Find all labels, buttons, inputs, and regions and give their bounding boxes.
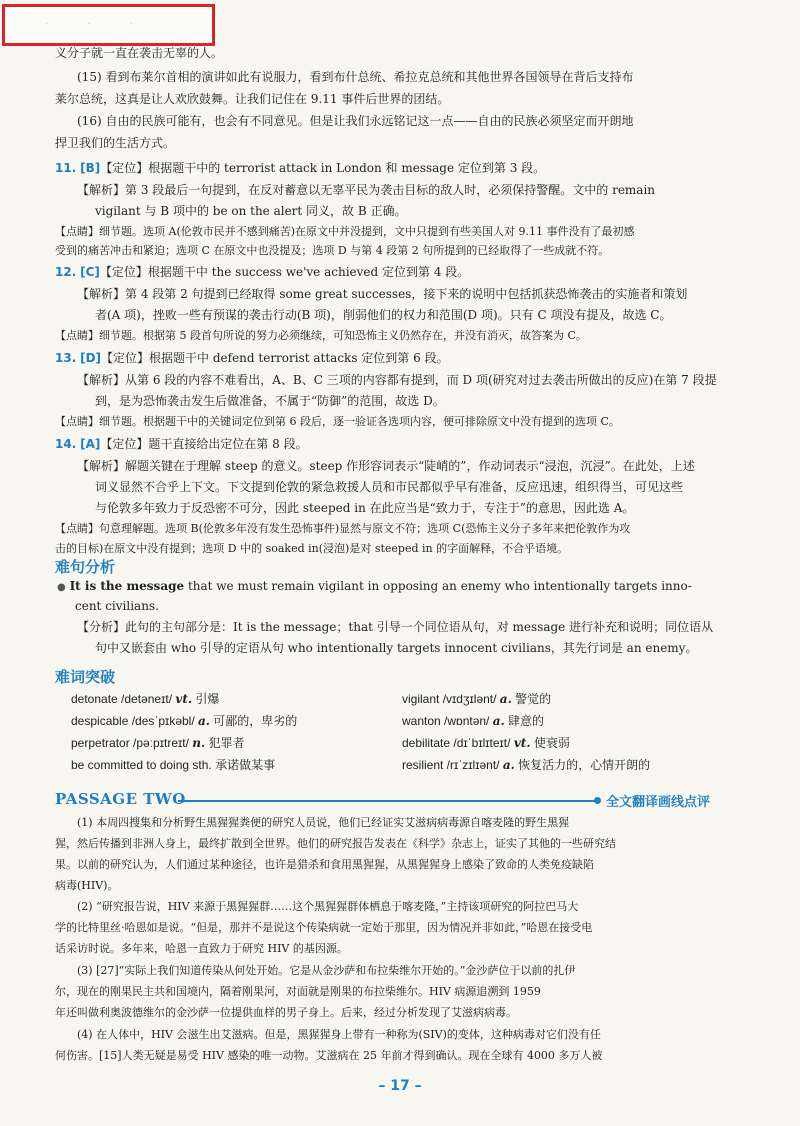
passage-line-1: (1) 本周四搜集和分析野生黑猩猩粪便的研究人员说，他们已经证实艾滋病病毒源自喀麦隆的野生黑猩 [77, 816, 570, 829]
vocab-right-column [402, 688, 650, 776]
top-line-5: 捍卫我们的生活方式。 [55, 136, 176, 150]
difficult-sentence-heading: 难句分析 [55, 558, 116, 576]
vocab-item: resilient /rɪˈzɪlɪənt/ a. 恢复活力的，心情开朗的 [402, 758, 651, 772]
question-11-analysis-1: 【解析】第 3 段最后一句提到，在反对蓄意以无辜平民为袭击目标的敌人时，必须保持警醒。文中的 remain [77, 183, 656, 197]
top-line-2: (15) 看到布莱尔首相的演讲如此有说服力，看到布什总统、希拉克总统和其他世界各国领导在背后支持布 [77, 70, 634, 84]
question-11-tip-1: 【点睛】细节题。选项 A(伦敦市民并不感到痛苦)在原文中并没提到，文中只提到有些美国人对 9.11 事件没有了最初感 [55, 225, 635, 238]
passage-line-8: (3) [27]“实际上我们知道传染从何处开始。它是从金沙萨和布拉柴维尔开始的。”金沙萨位于以前的扎伊 [77, 964, 576, 977]
question-14-locate: 14. [A]【定位】题干直接给出定位在第 8 段。 [55, 437, 308, 451]
passage-line-5: (2) “研究报告说，HIV 来源于黑猩猩群……这个黑猩猩群体栖息于喀麦隆，”主持该项研究的阿拉巴马大 [77, 900, 579, 913]
vocab-item: wanton /wɒntən/ a. 肆意的 [402, 714, 545, 728]
question-12-tip: 【点睛】细节题。根据第 5 段首句所说的努力必须继续，可知恐怖主义仍然存在，并没有消灭，故答案为 C。 [55, 329, 587, 342]
passage-line-4: 病毒(HIV)。 [55, 879, 119, 892]
question-12-analysis-2: 者(A 项)，挫败一些有预谋的袭击行动(B 项)，削弱他们的权力和范围(D 项)。只有 C 项没有提及，故选 C。 [95, 308, 672, 322]
question-11-locate: 11. [B]【定位】根据题干中的 terrorist attack in London 和 message 定位到第 3 段。 [55, 161, 546, 175]
passage-line-3: 果。以前的研究认为，人们通过某种途径，也许是猎杀和食用黑猩猩，从黑猩猩身上感染了致命的人类免疫缺陷 [55, 858, 594, 871]
page-number: – 17 – [378, 1078, 422, 1094]
divider-dot-icon [594, 797, 601, 804]
difficult-sentence-analysis-1: 【分析】此句的主句部分是：It is the message；that 引导一个同位语从句，对 message 进行补充和说明；同位语从 [77, 620, 714, 634]
vocab-item: detonate /detəneɪt/ vt. 引爆 [71, 692, 220, 706]
passage-two-subtitle: 全文翻译画线点评 [606, 795, 711, 810]
top-line-1: 义分子就一直在袭击无辜的人。 [55, 46, 224, 60]
question-14-tip-1: 【点睛】句意理解题。选项 B(伦敦多年没有发生恐怖事件)显然与原文不符；选项 C(恐怖主义分子多年来把伦敦作为攻 [55, 522, 631, 535]
bullet-icon: ● [57, 582, 66, 593]
passage-line-10: 年还叫做利奥波德维尔的金沙萨一位提供血样的男子身上。后来，经过分析发现了艾滋病病毒。 [55, 1006, 517, 1019]
question-11-analysis-2: vigilant 与 B 项中的 be on the alert 同义，故 B 正确。 [95, 204, 407, 218]
difficult-sentence-line-2: cent civilians. [75, 599, 159, 613]
top-line-4: (16) 自由的民族可能有，也会有不同意见。但是让我们永远铭记这一点——自由的民族必须坚定而开朗地 [77, 114, 634, 128]
question-11-tip-2: 受到的痛苦冲击和紧迫；选项 C 在原文中也没提及；选项 D 与第 4 段第 2 句所提到的已经取得了一些成就不符。 [55, 244, 610, 257]
question-14-analysis-3: 与伦敦多年致力于反恐密不可分，因此 steeped in 在此应当是“致力于，专注于”的意思，因此选 A。 [95, 501, 635, 515]
passage-line-6: 学的比特里丝·哈恩如是说。“但是，那并不是说这个传染病就一定始于那里，因为情况并非如此，”哈恩在接受电 [55, 921, 593, 934]
vocab-left-column [71, 688, 297, 776]
vocab-item: despicable /desˈpɪkəbl/ a. 可鄙的，卑劣的 [71, 714, 298, 728]
passage-two-title: PASSAGE TWO [55, 790, 186, 808]
question-14-tip-2: 击的目标)在原文中没有提到；选项 D 中的 soaked in(浸泡)是对 steeped in 的字面解释，不合乎语境。 [55, 542, 569, 555]
passage-line-7: 话采访时说。多年来，哈恩一直致力于研究 HIV 的基因源。 [55, 942, 348, 955]
question-13-tip: 【点睛】细节题。根据题干中的关键词定位到第 6 段后，逐一验证各选项内容，便可排除原文中没有提到的选项 C。 [55, 415, 620, 428]
redacted-header-box: · · · [2, 4, 215, 46]
vocab-item: be committed to doing sth. 承诺做某事 [71, 758, 276, 772]
question-14-analysis-2: 词义显然不合乎上下文。下文提到伦敦的紧急救援人员和市民都似乎早有准备，反应迅速，组织得当，可见这些 [95, 480, 684, 494]
question-12-locate: 12. [C]【定位】根据题干中 the success we've achieved 定位到第 4 段。 [55, 265, 470, 279]
difficult-sentence-analysis-2: 句中又嵌套由 who 引导的定语从句 who intentionally targets innocent civilians，其先行词是 an enemy。 [95, 641, 698, 655]
vocab-item: perpetrator /pəːpɪtreɪt/ n. 犯罪者 [71, 736, 245, 750]
vocab-item: vigilant /vɪdʒɪlənt/ a. 警觉的 [402, 692, 552, 706]
passage-line-2: 猩，然后传播到非洲人身上，最终扩散到全世界。他们的研究报告发表在《科学》杂志上，证实了其他的一些研究结 [55, 837, 616, 850]
passage-line-12: 何伤害。[15]人类无疑是易受 HIV 感染的唯一动物。艾滋病在 25 年前才得到确认。现在全球有 4000 多万人被 [55, 1049, 603, 1062]
question-12-analysis-1: 【解析】第 4 段第 2 句提到已经取得 some great successes，接下来的说明中包括抓获恐怖袭击的实施者和策划 [77, 287, 688, 301]
passage-divider [178, 800, 598, 802]
passage-line-11: (4) 在人体中，HIV 会滋生出艾滋病。但是，黑猩猩身上带有一种称为(SIV)的变体，这种病毒对它们没有任 [77, 1028, 601, 1041]
vocab-heading: 难词突破 [55, 668, 116, 686]
top-line-3: 莱尔总统，这真是让人欢欣鼓舞。让我们记住在 9.11 事件后世界的团结。 [55, 92, 450, 106]
passage-line-9: 尔，现在的刚果民主共和国境内，隔着刚果河，对面就是刚果的布拉柴维尔。HIV 病源追溯到 1959 [55, 985, 541, 998]
vocab-item: debilitate /dɪˈbɪlɪteɪt/ vt. 使衰弱 [402, 736, 570, 750]
question-14-analysis-1: 【解析】解题关键在于理解 steep 的意义。steep 作形容词表示“陡峭的”，作动词表示“浸泡，沉浸”。在此处，上述 [77, 459, 695, 473]
question-13-locate: 13. [D]【定位】根据题干中 defend terrorist attacks 定位到第 6 段。 [55, 351, 449, 365]
question-13-analysis-2: 到，是为恐怖袭击发生后做准备，不属于“防御”的范围，故选 D。 [95, 394, 445, 408]
difficult-sentence-line-1: ● It is the message that we must remain vigilant in opposing an enemy who intentionally targets inno- [57, 579, 692, 593]
question-13-analysis-1: 【解析】从第 6 段的内容不难看出，A、B、C 三项的内容都有提到，而 D 项(研究对过去袭击所做出的反应)在第 7 段提 [77, 373, 717, 387]
